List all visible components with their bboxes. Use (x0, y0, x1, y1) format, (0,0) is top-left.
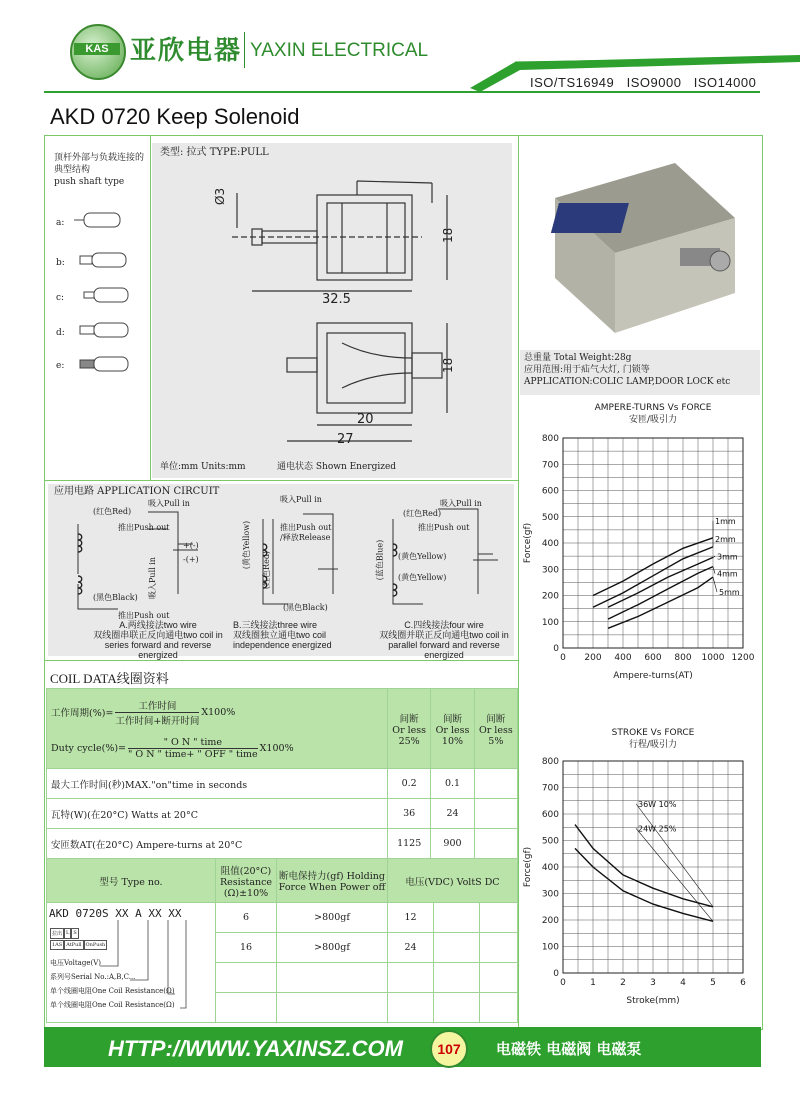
x-tick-label: 1200 (731, 653, 755, 663)
voltage-value: 12 (388, 903, 434, 933)
label-push-out-b: 推出Push out (280, 523, 332, 532)
row-value: 900 (431, 829, 474, 859)
type-header: 型号 Type no. (47, 859, 216, 903)
x-tick-label: 0 (560, 653, 566, 663)
series-label: 5mm (719, 588, 740, 598)
shaft-option-c: c: (56, 293, 65, 303)
divider (44, 660, 518, 661)
data-row (47, 829, 518, 859)
series-label: 1mm (715, 516, 736, 526)
y-tick-label: 300 (541, 889, 559, 900)
label-pull-in-b: 吸入Pull in (280, 495, 322, 504)
holding-value: >800gf (277, 903, 388, 933)
product-list: 电磁铁 电磁阀 电磁泵 (496, 1040, 642, 1058)
chart-title: STROKE Vs FORCE (611, 728, 695, 738)
duty-tail: X100% (201, 706, 236, 718)
shaft-label-en: push shaft type (54, 177, 125, 187)
units: 单位:mm Units:mm (160, 462, 246, 472)
row-value: 1125 (388, 829, 431, 859)
svg-text:18: 18 (441, 227, 455, 243)
circuit-title: 应用电路 APPLICATION CIRCUIT (54, 486, 220, 497)
label-push-out-c: 推出Push out (418, 523, 470, 532)
empty-cell (388, 993, 434, 1023)
caption-a (88, 620, 228, 660)
shaft-label (54, 152, 146, 188)
row-label: 最大工作时间(秒)MAX."on"time in seconds (47, 769, 388, 799)
data-row (47, 769, 518, 799)
label-red-c: (红色Red) (403, 509, 442, 518)
label-push-out-a2: 推出Push out (118, 611, 170, 620)
x-tick-label: 3 (650, 978, 656, 988)
col-10: 间断 Or less 10% (431, 689, 474, 769)
label-black-b: (黑色Black) (283, 603, 328, 612)
duty-en-den: " O N " time+ " OFF " time (128, 748, 258, 760)
empty-cell (480, 993, 518, 1023)
caption-c (370, 620, 518, 660)
y-tick-label: 100 (541, 942, 559, 953)
x-tick-label: 6 (740, 978, 746, 988)
series-line (608, 577, 713, 628)
shaft-options (54, 205, 146, 395)
label-red-a: (红色Red) (93, 507, 132, 516)
legend-resistance: 单个线圈电阻One Coil Resistance(Ω) (50, 987, 175, 995)
x-tick-label: 600 (644, 653, 662, 663)
label-yellow-c: (黄色Yellow) (398, 552, 447, 561)
label-pull-in-c: 吸入Pull in (440, 499, 482, 508)
series-label: 3mm (717, 552, 738, 562)
x-axis-label: Stroke(mm) (626, 996, 680, 1006)
shaft-drawings (72, 205, 146, 395)
x-tick-label: 1000 (701, 653, 725, 663)
caption-b-line3: independence energized (233, 640, 332, 650)
model-callout-lines (100, 920, 210, 1020)
series-label: 4mm (717, 569, 738, 579)
y-axis-label: Force(gf) (523, 846, 533, 888)
row-label: 瓦特(W)(在20°C) Watts at 20°C (47, 799, 388, 829)
series-line (575, 825, 713, 907)
empty-cell (434, 903, 480, 933)
label-release-b: /释放Release (280, 533, 331, 542)
empty-cell (480, 963, 518, 993)
empty-cell (216, 993, 277, 1023)
duty-num: 工作时间 (115, 698, 199, 713)
empty-cell (434, 963, 480, 993)
duty-en-num: " O N " time (128, 737, 258, 749)
page-title: AKD 0720 Keep Solenoid (50, 104, 300, 129)
label-leader (713, 556, 715, 557)
legend-resistance-2: 单个线圈电阻One Coil Resistance(Ω) (50, 1001, 175, 1009)
y-tick-label: 700 (541, 460, 559, 471)
empty-cell (216, 963, 277, 993)
holding-value: >800gf (277, 933, 388, 963)
dim-diameter: Ø3 (213, 187, 227, 205)
total-weight: 总重量 Total Weight:28g (524, 353, 632, 363)
y-tick-label: 0 (553, 644, 559, 654)
row-value: 36 (388, 799, 431, 829)
x-axis-label: Ampere-turns(AT) (613, 671, 693, 681)
x-tick-label: 1 (590, 978, 596, 988)
y-tick-label: 500 (541, 512, 559, 523)
y-tick-label: 400 (541, 863, 559, 873)
empty-cell (480, 933, 518, 963)
duty-en-tail: X100% (259, 742, 294, 754)
solenoid-drawing (152, 143, 512, 478)
row-value (474, 799, 517, 829)
caption-b-line2: 双线圈独立通电two coil (233, 630, 327, 640)
product-photo (520, 143, 760, 343)
empty-cell (434, 933, 480, 963)
empty-cell (277, 963, 388, 993)
caption-c-line3: parallel forward and reverse energized (388, 640, 500, 660)
duty-en: Duty cycle(%)= (51, 742, 127, 754)
holding-header: 断电保持力(gf) Holding Force When Power off (277, 859, 388, 903)
chart-subtitle: 行程/吸引力 (628, 740, 678, 750)
chart-stroke-force (518, 725, 761, 1010)
divider (150, 135, 151, 480)
x-tick-label: 5 (710, 978, 716, 988)
series-label: 36W 10% (638, 799, 677, 809)
label-minus: -(+) (183, 555, 199, 564)
series-label: 24W 25% (638, 824, 677, 834)
empty-cell (434, 993, 480, 1023)
label-leader (713, 567, 715, 574)
model-boxes (50, 928, 79, 939)
logo-text: KAS (74, 43, 120, 55)
chart-subtitle: 安匝/吸引力 (628, 415, 678, 425)
data-row (47, 799, 518, 829)
svg-text:20: 20 (357, 412, 374, 427)
x-tick-label: 4 (680, 978, 686, 988)
application-circuit (48, 484, 514, 660)
caption-c-line2: 双线圈并联正反向通电two coil in (379, 630, 509, 640)
shaft-option-b: b: (56, 258, 65, 268)
application-en: APPLICATION:COLIC LAMP,DOOR LOCK etc (524, 377, 731, 387)
label-leader (713, 577, 717, 592)
caption-c-line1: C.四线接法four wire (404, 620, 484, 630)
svg-text:18: 18 (441, 357, 455, 373)
voltage-header: 电压(VDC) VoltS DC (388, 859, 518, 903)
label-blue-c: (蓝色Blue) (375, 539, 385, 581)
model-header (47, 859, 518, 903)
empty-cell (277, 993, 388, 1023)
model-number: AKD 0720S XX A XX XX (49, 907, 182, 920)
label-push-out-a: 推出Push out (118, 523, 170, 532)
y-tick-label: 200 (541, 916, 559, 926)
model-box: S (71, 928, 78, 939)
shaft-option-d: d: (56, 328, 65, 338)
series-label: 2mm (715, 534, 736, 544)
caption-a-line1: A.两线接法two wire (119, 620, 197, 630)
empty-cell (480, 903, 518, 933)
coil-table (46, 688, 518, 859)
model-box: 拉出 (50, 928, 64, 939)
legend-voltage: 电压Voltage(V) (50, 959, 101, 967)
label-yellow-b: (黄色Yellow) (242, 520, 252, 570)
resistance-value: 6 (216, 903, 277, 933)
x-tick-label: 400 (614, 653, 632, 663)
shaft-label-cn: 顶杆外部与负载连接的典型结构 (54, 153, 145, 175)
y-tick-label: 0 (553, 969, 559, 979)
website-link[interactable]: HTTP://WWW.YAXINSZ.COM (108, 1036, 403, 1061)
shaft-option-a: a: (56, 218, 65, 228)
model-box: OnPush (85, 942, 106, 948)
y-tick-label: 100 (541, 617, 559, 628)
row-value: 24 (431, 799, 474, 829)
label-leader (636, 828, 713, 921)
label-pull-in-a2: 吸入Pull in (147, 557, 157, 599)
page-number: 107 (430, 1030, 468, 1068)
x-tick-label: 2 (620, 978, 626, 988)
technical-drawing (152, 143, 512, 478)
x-tick-label: 0 (560, 978, 566, 988)
energized-state: 通电状态 Shown Energized (277, 462, 397, 472)
duty-cn: 工作周期(%)= (51, 708, 114, 719)
empty-cell (388, 963, 434, 993)
certifications: ISO/TS16949 ISO9000 ISO14000 (530, 75, 757, 90)
label-leader (636, 804, 713, 907)
label-plus: +(-) (183, 541, 199, 550)
resistance-value: 16 (216, 933, 277, 963)
svg-text:27: 27 (337, 432, 354, 447)
y-tick-label: 500 (541, 836, 559, 847)
svg-text:32.5: 32.5 (322, 292, 351, 307)
row-value (474, 769, 517, 799)
caption-b (233, 620, 363, 650)
label-black-a: (黑色Black) (93, 593, 138, 602)
row-value: 0.1 (431, 769, 474, 799)
x-tick-label: 800 (674, 653, 692, 663)
y-tick-label: 600 (541, 486, 559, 497)
legend-serial: 系列号Serial No.:A,B,C... (50, 973, 136, 981)
label-pull-in-a: 吸入Pull in (148, 499, 190, 508)
y-tick-label: 400 (541, 539, 559, 549)
y-axis-label: Force(gf) (523, 522, 533, 564)
caption-b-line1: B.三线接法three wire (233, 620, 318, 630)
duty-row (47, 689, 518, 769)
caption-a-line2: 双线圈串联正反向通电two coil in (93, 630, 223, 640)
company-name-en: YAXIN ELECTRICAL (250, 40, 429, 61)
chart-ampere-turns-force (518, 400, 761, 690)
model-box: AtPull (66, 942, 82, 948)
voltage-value: 24 (388, 933, 434, 963)
application-cn: 应用范围:用于疝气大灯, 门锁等 (524, 365, 650, 375)
y-tick-label: 800 (541, 757, 559, 767)
row-value (474, 829, 517, 859)
model-box: L (64, 928, 71, 939)
company-name-cn: 亚欣电器 (130, 36, 243, 66)
shaft-option-e: e: (56, 361, 65, 371)
resistance-header: 阻值(20°C) Resistance (Ω)±10% (216, 859, 277, 903)
y-tick-label: 200 (541, 591, 559, 602)
duty-formula (47, 689, 388, 769)
label-red-b: (红色Red) (262, 550, 272, 590)
model-box: 1AS (52, 942, 63, 948)
model-boxes-2 (50, 940, 107, 950)
divider (44, 480, 518, 481)
chart-title: AMPERE-TURNS Vs FORCE (594, 403, 712, 413)
caption-a-line3: series forward and reverse energized (104, 640, 212, 660)
row-value: 0.2 (388, 769, 431, 799)
y-tick-label: 300 (541, 565, 559, 576)
drawing-type: 类型: 拉式 TYPE:PULL (160, 147, 269, 158)
x-tick-label: 200 (584, 653, 602, 663)
y-tick-label: 600 (541, 810, 559, 820)
spec-box (520, 350, 760, 395)
y-tick-label: 700 (541, 783, 559, 794)
row-label: 安匝数AT(在20°C) Ampere-turns at 20°C (47, 829, 388, 859)
col-25: 间断 Or less 25% (388, 689, 431, 769)
col-5: 间断 Or less 5% (474, 689, 517, 769)
label-yellow-c2: (黄色Yellow) (398, 573, 447, 582)
coil-title: COIL DATA线圈资料 (50, 671, 169, 686)
y-tick-label: 800 (541, 434, 559, 444)
duty-den: 工作时间+断开时间 (115, 715, 200, 727)
